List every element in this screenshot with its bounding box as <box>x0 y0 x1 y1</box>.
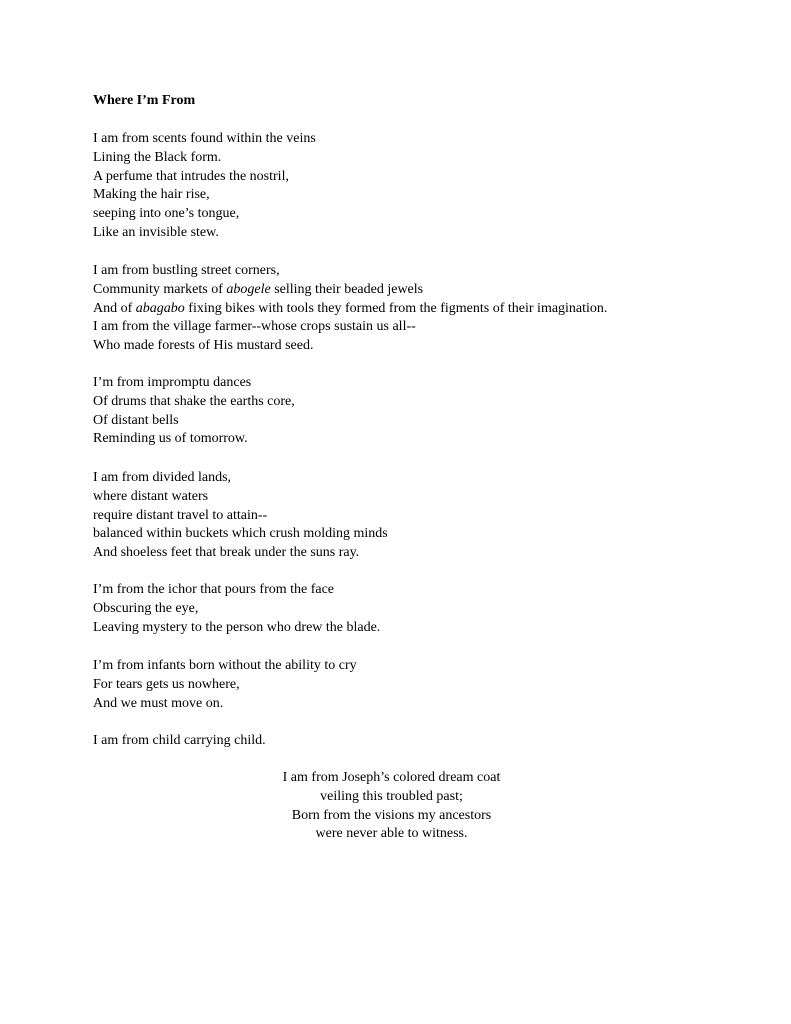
stanza-8-centered <box>0 769 791 844</box>
poem-line: Like an invisible stew. <box>93 224 219 240</box>
poem-line: And we must move on. <box>93 695 224 711</box>
poem-line: seeping into one’s tongue, <box>93 206 240 222</box>
stanza-5 <box>93 581 380 637</box>
poem-line: For tears gets us nowhere, <box>93 676 240 692</box>
poem-line: I am from bustling street corners, <box>93 263 280 278</box>
italic-word: abagabo <box>135 300 185 316</box>
stanza-7 <box>93 732 266 751</box>
poem-line: I’m from impromptu dances <box>93 375 252 390</box>
poem-line: Of drums that shake the earths core, <box>93 393 295 409</box>
poem-line: Of distant bells <box>93 412 179 428</box>
line-text: fixing bikes with tools they formed from the figments of their imagination. <box>184 300 608 316</box>
poem-line: Who made forests of His mustard seed. <box>93 338 314 354</box>
poem-line: I am from the village farmer--whose crops sustain us all-- <box>93 319 416 335</box>
poem-line: were never able to witness. <box>315 826 468 842</box>
poem-line: require distant travel to attain-- <box>93 507 268 523</box>
line-text: And of <box>93 300 136 316</box>
poem-line: I am from Joseph’s colored dream coat <box>282 770 501 785</box>
poem-line: Obscuring the eye, <box>93 600 199 616</box>
stanza-3 <box>93 374 295 449</box>
stanza-6 <box>93 657 357 713</box>
poem-line: Making the hair rise, <box>93 187 210 203</box>
poem-line: balanced within buckets which crush molding minds <box>93 526 388 542</box>
stanza-2 <box>93 262 607 356</box>
poem-line: I’m from the ichor that pours from the face <box>93 582 335 597</box>
poem-line: I am from child carrying child. <box>93 733 266 748</box>
poem-line: I am from divided lands, <box>93 470 232 485</box>
poem-line: where distant waters <box>93 488 209 504</box>
italic-word: abogele <box>226 281 271 297</box>
line-text: selling their beaded jewels <box>270 281 424 297</box>
poem-line: Reminding us of tomorrow. <box>93 431 248 447</box>
poem-line <box>93 300 607 319</box>
poem-line: Born from the visions my ancestors <box>291 807 492 823</box>
poem-line: I am from scents found within the veins <box>93 131 316 146</box>
poem-line: And shoeless feet that break under the suns ray. <box>93 545 360 561</box>
line-text: Community markets of <box>93 281 227 297</box>
poem-line: I’m from infants born without the ability to cry <box>93 658 357 673</box>
poem-title: Where I’m From <box>93 93 196 108</box>
poem-line: Lining the Black form. <box>93 149 222 165</box>
poem-line <box>93 281 607 300</box>
stanza-1 <box>93 130 316 243</box>
poem-line: veiling this troubled past; <box>320 788 463 804</box>
poem-line: A perfume that intrudes the nostril, <box>93 168 289 184</box>
poem-line: Leaving mystery to the person who drew the blade. <box>93 619 381 635</box>
stanza-4 <box>93 469 388 563</box>
